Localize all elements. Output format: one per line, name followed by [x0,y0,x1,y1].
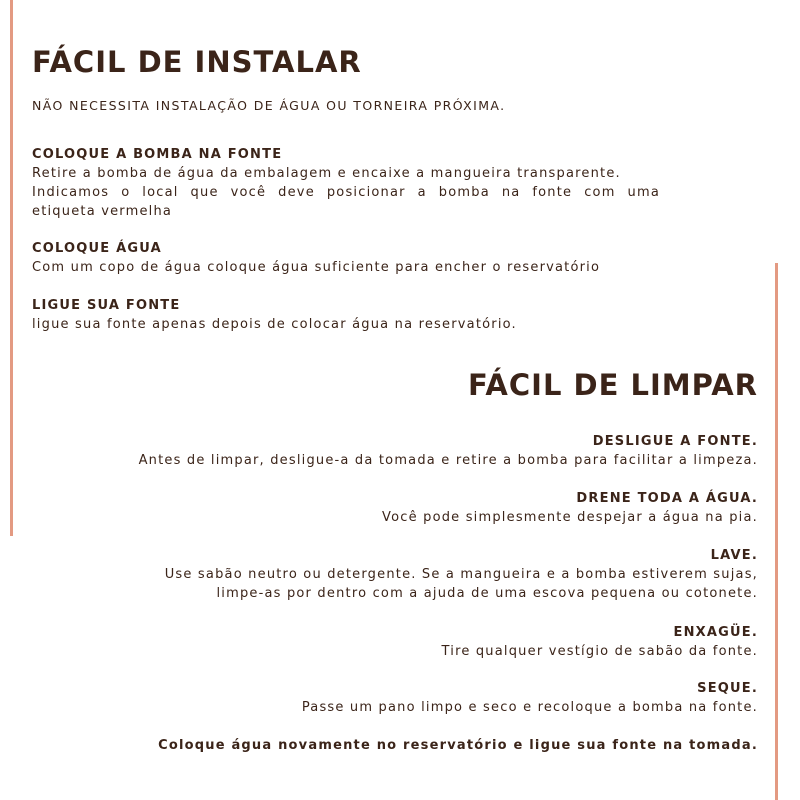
clean-step-1-heading: DESLIGUE A FONTE. [592,434,758,449]
clean-step-1-line-1: Antes de limpar, desligue-a da tomada e retire a bomba para facilitar a limpeza. [138,453,758,468]
install-step-1 [32,146,660,221]
clean-step-3 [38,547,758,603]
install-step-2 [32,240,660,277]
clean-title: FÁCIL DE LIMPAR [467,368,758,402]
install-step-2-line-1: Com um copo de água coloque água suficiente para encher o reservatório [32,260,601,275]
clean-closing [38,737,758,755]
clean-step-5-line-1: Passe um pano limpo e seco e recoloque a bomba na fonte. [301,700,758,715]
clean-step-1 [38,433,758,470]
clean-step-5-heading: SEQUE. [697,681,758,696]
install-step-1-text [32,164,660,221]
install-title: FÁCIL DE INSTALAR [32,45,362,79]
install-step-1-line-3: etiqueta vermelha [32,204,173,219]
install-step-3-heading: LIGUE SUA FONTE [32,298,181,313]
left-accent-rule [10,0,13,536]
clean-step-4 [38,624,758,661]
install-subtitle: NÃO NECESSITA INSTALAÇÃO DE ÁGUA OU TORNEIRA PRÓXIMA. [32,98,506,113]
clean-step-3-line-2: limpe-as por dentro com a ajuda de uma escova pequena ou cotonete. [216,586,758,601]
clean-closing-text: Coloque água novamente no reservatório e ligue sua fonte na tomada. [158,738,758,753]
clean-step-2-line-1: Você pode simplesmente despejar a água na pia. [382,510,758,525]
install-step-2-heading: COLOQUE ÁGUA [32,241,162,256]
clean-step-2 [38,490,758,527]
install-step-3 [32,297,660,334]
clean-step-3-line-1: Use sabão neutro ou detergente. Se a mangueira e a bomba estiverem sujas, [164,567,758,582]
clean-step-4-heading: ENXAGÜE. [673,625,758,640]
right-accent-rule [775,263,778,800]
install-step-1-line-2: Indicamos o local que você deve posicionar a bomba na fonte com uma [32,185,660,200]
install-step-3-line-1: ligue sua fonte apenas depois de colocar água na reservatório. [32,317,517,332]
clean-step-4-line-1: Tire qualquer vestígio de sabão da fonte. [441,644,758,659]
install-step-1-line-1: Retire a bomba de água da embalagem e encaixe a mangueira transparente. [32,166,621,181]
clean-step-5 [38,680,758,717]
clean-step-3-heading: LAVE. [710,548,758,563]
install-step-1-heading: COLOQUE A BOMBA NA FONTE [32,147,283,162]
clean-step-2-heading: DRENE TODA A ÁGUA. [576,491,758,506]
